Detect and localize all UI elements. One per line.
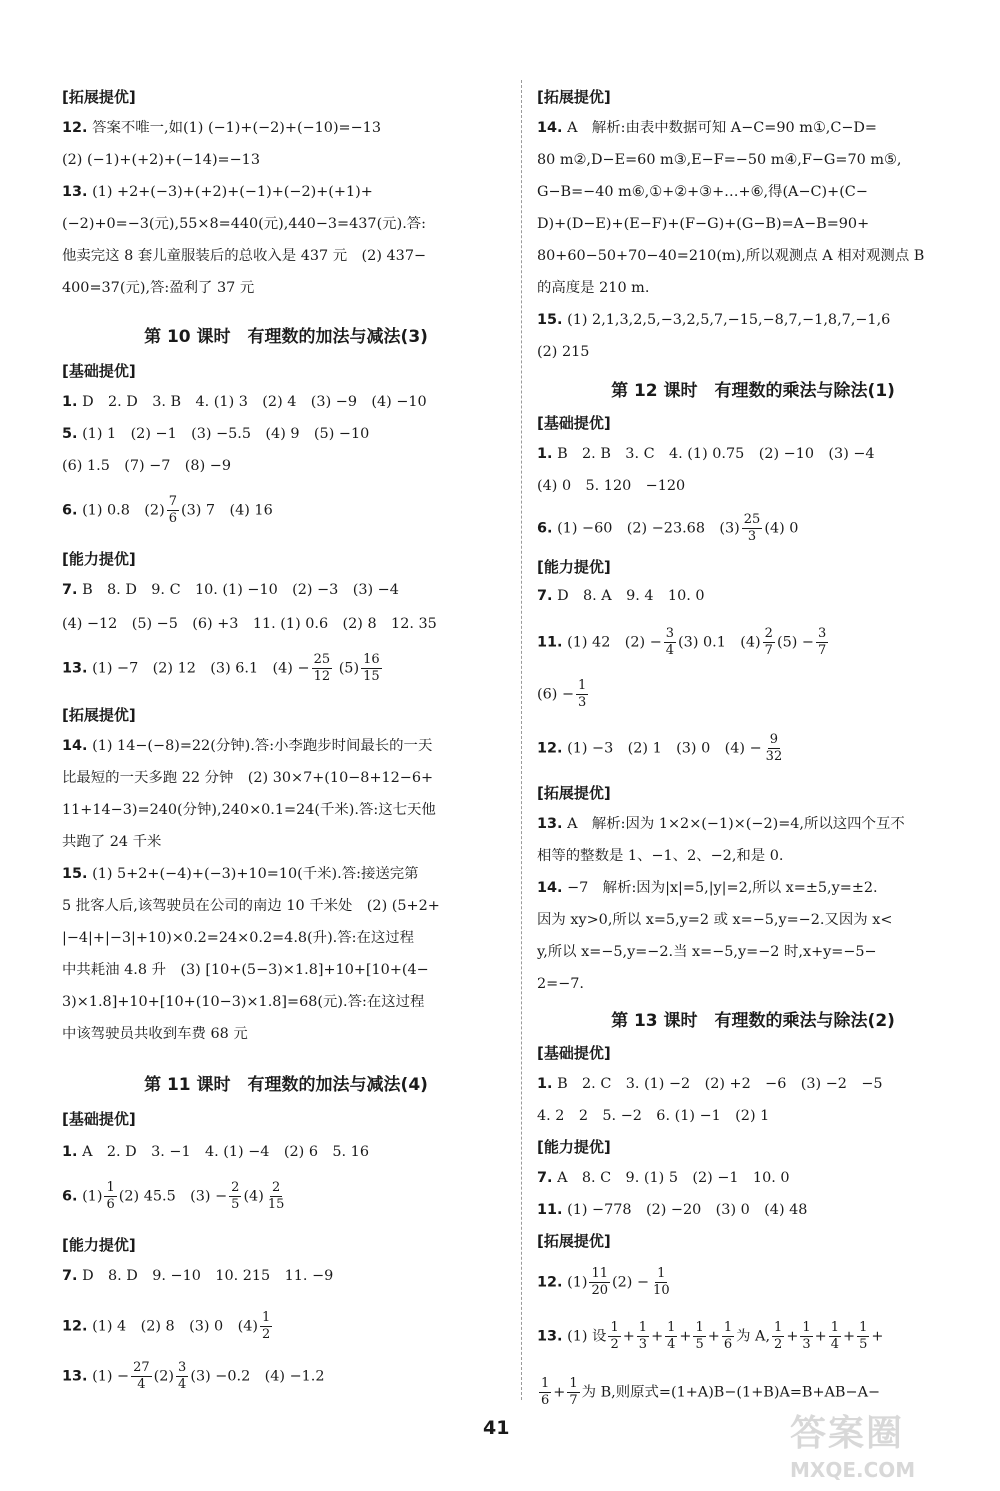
section-header: [基础提优] (62, 1110, 136, 1128)
answer-line: 15. (1) 2,1,3,2,5,−3,2,5,7,−15,−8,7,−1,8,7,−1,6 (537, 312, 891, 328)
fraction: $\frac{1}{6}$ (723, 1320, 733, 1352)
answer-line: 7. A 8. C 9. (1) 5 (2) −1 10. 0 (537, 1170, 790, 1186)
answer-line: 12. 答案不唯一,如(1) (−1)+(−2)+(−10)=−13 (62, 120, 381, 136)
fraction: $\frac{1}{4}$ (830, 1320, 839, 1352)
section-header: [能力提优] (537, 1138, 611, 1156)
fraction: $\frac{1}{3}$ (802, 1320, 811, 1352)
answer-line: 5 批客人后,该驾驶员在公司的南边 10 千米处 (2) (5+2+ (62, 898, 440, 914)
answer-line: 12. (1) 4 (2) 8 (3) 0 (4) $\frac{1}{2}$ (62, 1310, 271, 1342)
page-number: 41 (483, 1417, 510, 1439)
answer-line: 80 m②,D−E=60 m③,E−F=−50 m④,F−G=70 m⑤, (537, 152, 902, 168)
answer-line: 相等的整数是 1、−1、2、−2,和是 0. (537, 848, 784, 864)
answer-line: 13. (1) +2+(−3)+(+2)+(−1)+(−2)+(+1)+ (62, 184, 373, 200)
lesson-title: 第 11 课时 有理数的加法与减法(4) (144, 1075, 428, 1095)
fraction: $\frac{1}{3}$ (638, 1320, 648, 1352)
answer-line: (4) −12 (5) −5 (6) +3 11. (1) 0.6 (2) 8 12. 35 (62, 616, 437, 632)
section-header: [拓展提优] (537, 784, 611, 802)
answer-line: 1. B 2. B 3. C 4. (1) 0.75 (2) −10 (3) −4 (537, 446, 875, 462)
section-header: [基础提优] (62, 362, 136, 380)
fraction: $\frac{25}{12}$ (313, 652, 331, 684)
answer-line: (2) (−1)+(+2)+(−14)=−13 (62, 152, 260, 168)
answer-line: 因为 xy>0,所以 x=5,y=2 或 x=−5,y=−2.又因为 x< (537, 912, 893, 928)
section-header: [拓展提优] (537, 88, 611, 106)
answer-line: 3)×1.8]+10+[10+(10−3)×1.8]=68(元).答:在这过程 (62, 994, 425, 1010)
answer-line: (2) 215 (537, 344, 590, 360)
section-header: [基础提优] (537, 414, 611, 432)
fraction: $\frac{1}{5}$ (695, 1320, 704, 1352)
fraction: $\frac{27}{4}$ (133, 1360, 150, 1392)
section-header: [拓展提优] (62, 88, 136, 106)
answer-line: 15. (1) 5+2+(−4)+(−3)+10=10(千米).答:接送完第 (62, 866, 419, 882)
fraction: $\frac{1}{2}$ (261, 1310, 271, 1342)
answer-line: 5. (1) 1 (2) −1 (3) −5.5 (4) 9 (5) −10 (62, 426, 370, 442)
answer-line: 比最短的一天多跑 22 分钟 (2) 30×7+(10−8+12−6+ (62, 770, 434, 786)
fraction: $\frac{1}{3}$ (578, 678, 587, 710)
answer-line: 7. D 8. D 9. −10 10. 215 11. −9 (62, 1268, 334, 1284)
answer-line: |−4|+|−3|+10)×0.2=24×0.2=4.8(升).答:在这过程 (62, 930, 415, 946)
section-header: [能力提优] (62, 1236, 136, 1254)
answer-line: 4. 2 2 5. −2 6. (1) −1 (2) 1 (537, 1108, 770, 1124)
answer-line: 中共耗油 4.8 升 (3) [10+(5−3)×1.8]+10+[10+(4− (62, 962, 429, 978)
answer-line: 共跑了 24 千米 (62, 834, 162, 850)
answer-line: y,所以 x=−5,y=−2.当 x=−5,y=−2 时,x+y=−5− (537, 944, 877, 960)
answer-line: 1. A 2. D 3. −1 4. (1) −4 (2) 6 5. 16 (62, 1144, 369, 1160)
answer-line: (6) − $\frac{1}{3}$ (537, 678, 587, 710)
answer-line: 12. (1) −3 (2) 1 (3) 0 (4) − $\frac{9}{32}$ (537, 732, 783, 764)
lesson-title: 第 12 课时 有理数的乘法与除法(1) (611, 381, 895, 401)
lesson-title: 第 10 课时 有理数的加法与减法(3) (144, 327, 428, 347)
lesson-title: 第 13 课时 有理数的乘法与除法(2) (611, 1011, 895, 1031)
section-header: [基础提优] (537, 1044, 611, 1062)
fraction: $\frac{1}{7}$ (569, 1376, 578, 1408)
fraction: $\frac{1}{2}$ (774, 1320, 783, 1352)
fraction: $\frac{7}{6}$ (168, 494, 177, 526)
answer-line: 6. (1) $\frac{1}{6}$ (2) 45.5 (3) − $\frac{2}{5}$ (4) $\frac{2}{15}$ (62, 1180, 285, 1212)
section-header: [能力提优] (62, 550, 136, 568)
answer-line: 7. B 8. D 9. C 10. (1) −10 (2) −3 (3) −4 (62, 582, 399, 598)
fraction: $\frac{11}{20}$ (591, 1266, 609, 1298)
fraction: $\frac{3}{7}$ (817, 626, 827, 658)
answer-line: (6) 1.5 (7) −7 (8) −9 (62, 458, 231, 474)
answer-line: 2=−7. (537, 976, 585, 992)
fraction: $\frac{1}{4}$ (667, 1320, 676, 1352)
answer-line: 13. A 解析:因为 1×2×(−1)×(−2)=4,所以这四个互不 (537, 816, 905, 832)
watermark-url: MXQE.COM (790, 1458, 916, 1482)
section-header: [拓展提优] (537, 1232, 611, 1250)
answer-line: (4) 0 5. 120 −120 (537, 478, 686, 494)
fraction: $\frac{1}{5}$ (859, 1320, 868, 1352)
fraction: $\frac{3}{4}$ (665, 626, 675, 658)
answer-line: D)+(D−E)+(E−F)+(F−G)+(G−B)=A−B=90+ (537, 216, 870, 232)
answer-line: 他卖完这 8 套儿童服装后的总收入是 437 元 (2) 437− (62, 248, 427, 264)
section-header: [拓展提优] (62, 706, 136, 724)
fraction: $\frac{9}{32}$ (765, 732, 783, 764)
answer-line: 1. B 2. C 3. (1) −2 (2) +2 −6 (3) −2 −5 (537, 1076, 883, 1092)
answer-line: 11. (1) −778 (2) −20 (3) 0 (4) 48 (537, 1202, 808, 1218)
fraction: $\frac{25}{3}$ (743, 512, 761, 544)
answer-line: 的高度是 210 m. (537, 280, 650, 296)
fraction: $\frac{3}{4}$ (178, 1360, 187, 1392)
answer-line: 12. (1) $\frac{11}{20}$ (2) − $\frac{1}{10}$ (537, 1266, 670, 1298)
fraction: $\frac{1}{10}$ (653, 1266, 670, 1298)
fraction: $\frac{16}{15}$ (363, 652, 380, 684)
watermark-logo (790, 1405, 980, 1485)
answer-line: 11+14−3)=240(分钟),240×0.1=24(千米).答:这七天他 (62, 802, 436, 818)
answer-line: 13. (1) −7 (2) 12 (3) 6.1 (4) − $\frac{25}{12}$ (5) $\frac{16}{15}$ (62, 652, 380, 684)
answer-line: (−2)+0=−3(元),55×8=440(元),440−3=437(元).答: (62, 216, 427, 232)
answer-line: 7. D 8. A 9. 4 10. 0 (537, 588, 705, 604)
answer-line: G−B=−40 m⑥,①+②+③+…+⑥,得(A−C)+(C− (537, 184, 868, 200)
answer-line: 11. (1) 42 (2) − $\frac{3}{4}$ (3) 0.1 (4) $\frac{2}{7}$ (5) − $\frac{3}{7}$ (537, 626, 827, 658)
fraction: $\frac{2}{7}$ (764, 626, 773, 658)
answer-line: 14. A 解析:由表中数据可知 A−C=90 m①,C−D= (537, 120, 877, 136)
fraction: $\frac{1}{6}$ (106, 1180, 115, 1212)
answer-line: 14. (1) 14−(−8)=22(分钟).答:小李跑步时间最长的一天 (62, 738, 433, 754)
answer-line: 13. (1) 设 $\frac{1}{2}$ + $\frac{1}{3}$ + $\frac{1}{4}$ + $\frac{1}{5}$ + $\frac{1}{6}$ 为 A, $\frac{1}{2}$ + $\frac{1}{3}$ + $\frac{1}{4}$ + $\frac{1}{5}$ + (537, 1320, 884, 1352)
answer-line: $\frac{1}{6}$ + $\frac{1}{7}$ 为 B,则原式=(1+A)B−(1+B)A=B+AB−A− (541, 1376, 881, 1408)
answer-line: 13. (1) − $\frac{27}{4}$ (2) $\frac{3}{4}$ (3) −0.2 (4) −1.2 (62, 1360, 325, 1392)
answer-line: 中该驾驶员共收到车费 68 元 (62, 1026, 248, 1042)
answer-line: 1. D 2. D 3. B 4. (1) 3 (2) 4 (3) −9 (4) −10 (62, 394, 427, 410)
answer-line: 80+60−50+70−40=210(m),所以观测点 A 相对观测点 B (537, 248, 925, 264)
fraction: $\frac{2}{15}$ (267, 1180, 285, 1212)
answer-line: 6. (1) 0.8 (2) $\frac{7}{6}$ (3) 7 (4) 16 (62, 494, 273, 526)
fraction: $\frac{1}{6}$ (541, 1376, 550, 1408)
answer-line: 6. (1) −60 (2) −23.68 (3) $\frac{25}{3}$ (4) 0 (537, 512, 799, 544)
fraction: $\frac{2}{5}$ (231, 1180, 240, 1212)
section-header: [能力提优] (537, 558, 611, 576)
answer-line: 14. −7 解析:因为|x|=5,|y|=2,所以 x=±5,y=±2. (537, 880, 878, 896)
watermark-main: 答案圈 (790, 1413, 905, 1454)
answer-line: 400=37(元),答:盈利了 37 元 (62, 280, 255, 296)
fraction: $\frac{1}{2}$ (610, 1320, 619, 1352)
column-divider (521, 80, 522, 1400)
